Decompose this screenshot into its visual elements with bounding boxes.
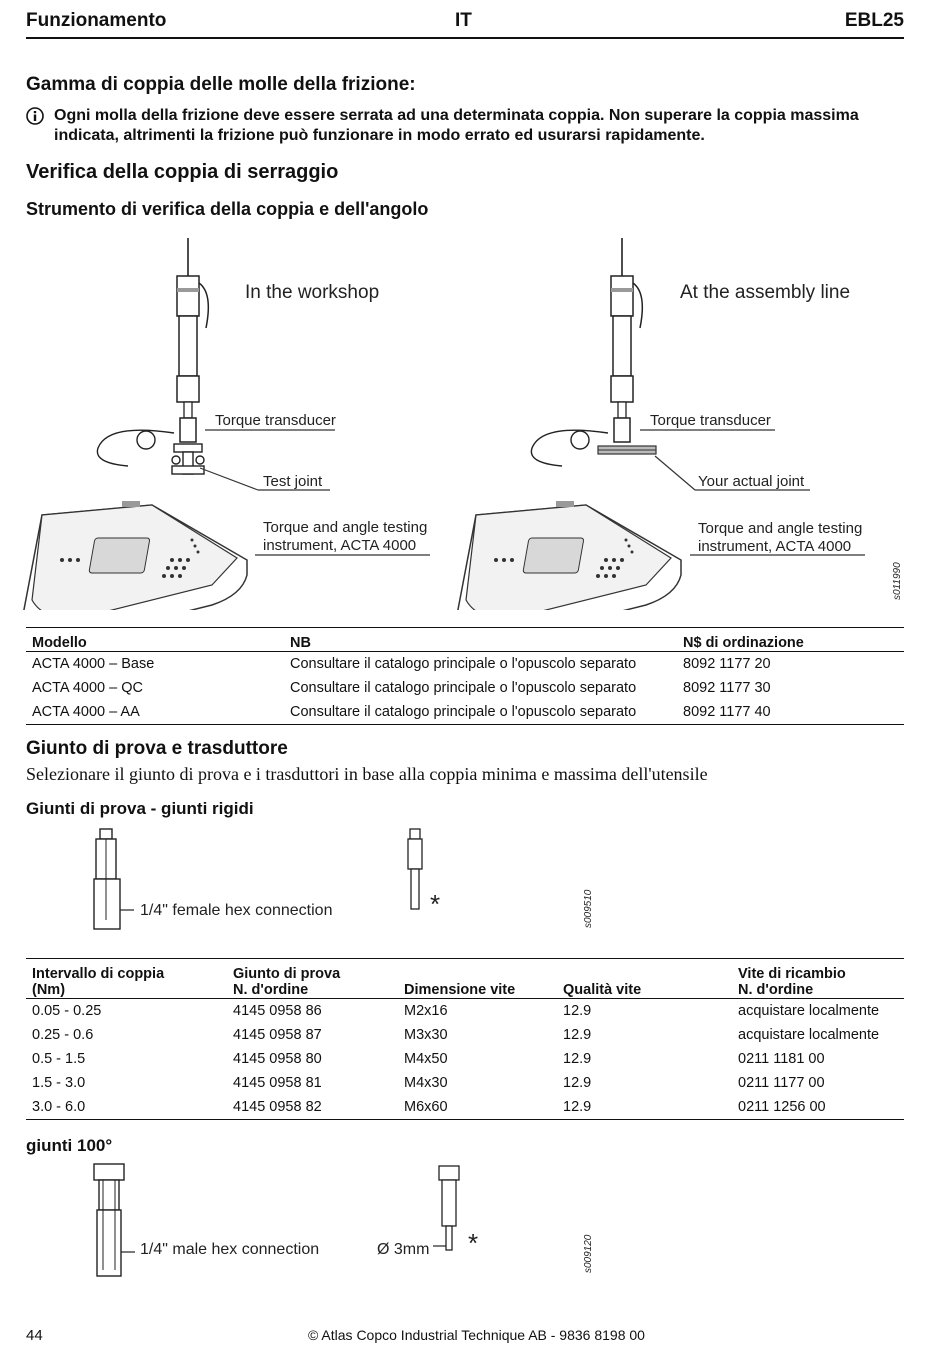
test-joint-text: Selezionare il giunto di prova e i trasduttori in base alla coppia minima e massima dell'utensile bbox=[26, 764, 708, 784]
joints-100-figure bbox=[0, 1160, 950, 1285]
clutch-spring-heading: Gamma di coppia delle molle della frizione: bbox=[26, 74, 416, 95]
header-rule bbox=[26, 37, 904, 39]
table-row bbox=[26, 700, 904, 725]
col-header-torque-range: Intervallo di coppia (Nm) bbox=[32, 966, 165, 998]
cell-joint-order-no: 4145 0958 81 bbox=[233, 1075, 322, 1091]
page-number: 44 bbox=[26, 1327, 43, 1344]
cell-order-no: 8092 1177 30 bbox=[683, 680, 771, 696]
table-row bbox=[26, 1095, 904, 1120]
joints-100-subheading: giunti 100° bbox=[26, 1136, 113, 1155]
cell-nb: Consultare il catalogo principale o l'opuscolo separato bbox=[290, 656, 637, 672]
cell-joint-order-no: 4145 0958 86 bbox=[233, 1003, 322, 1019]
cell-torque-range: 0.25 - 0.6 bbox=[32, 1027, 94, 1043]
cell-screw-quality: 12.9 bbox=[563, 1003, 592, 1019]
cell-screw-size: M2x16 bbox=[404, 1003, 448, 1019]
col-header-screw-size: Dimensione vite bbox=[404, 982, 516, 998]
col-header-nb: NB bbox=[290, 635, 311, 651]
table-row bbox=[26, 999, 904, 1024]
cell-screw-quality: 12.9 bbox=[563, 1027, 592, 1043]
assembly-line-title: At the assembly line bbox=[680, 282, 851, 303]
female-hex-label: 1/4" female hex connection bbox=[140, 902, 333, 919]
cell-torque-range: 3.0 - 6.0 bbox=[32, 1099, 86, 1115]
cell-screw-size: M3x30 bbox=[404, 1027, 448, 1043]
cell-torque-range: 1.5 - 3.0 bbox=[32, 1075, 86, 1091]
table-row bbox=[26, 652, 904, 677]
header-language: IT bbox=[455, 10, 472, 31]
col-header-joint-order-no: Giunto di prova N. d'ordine bbox=[233, 966, 341, 998]
cell-screw-size: M4x30 bbox=[404, 1075, 448, 1091]
cell-screw-size: M4x50 bbox=[404, 1051, 448, 1067]
tool-subheading: Strumento di verifica della coppia e dell'angolo bbox=[26, 199, 429, 219]
cell-order-no: 8092 1177 20 bbox=[683, 656, 771, 672]
rigid-joints-subheading: Giunti di prova - giunti rigidi bbox=[26, 799, 254, 818]
cell-spare-screw: 0211 1256 00 bbox=[738, 1099, 826, 1115]
col-header-spare-screw: Vite di ricambio N. d'ordine bbox=[738, 966, 846, 998]
test-joint-heading: Giunto di prova e trasduttore bbox=[26, 738, 288, 759]
figure-code-1: s011990 bbox=[892, 562, 903, 600]
cell-joint-order-no: 4145 0958 80 bbox=[233, 1051, 322, 1067]
male-hex-label: 1/4" male hex connection bbox=[140, 1241, 320, 1258]
test-joints-table bbox=[26, 958, 904, 1120]
cell-nb: Consultare il catalogo principale o l'opuscolo separato bbox=[290, 680, 637, 696]
info-icon bbox=[26, 107, 44, 125]
cell-torque-range: 0.5 - 1.5 bbox=[32, 1051, 86, 1067]
cell-screw-quality: 12.9 bbox=[563, 1051, 592, 1067]
cell-joint-order-no: 4145 0958 82 bbox=[233, 1099, 322, 1115]
header-model: EBL25 bbox=[844, 10, 904, 31]
cell-order-no: 8092 1177 40 bbox=[683, 704, 771, 720]
cell-screw-quality: 12.9 bbox=[563, 1099, 592, 1115]
right-label-transducer: Torque transducer bbox=[650, 412, 771, 429]
cell-model: ACTA 4000 – QC bbox=[32, 680, 143, 696]
cell-screw-quality: 12.9 bbox=[563, 1075, 592, 1091]
right-label-actual-joint: Your actual joint bbox=[698, 473, 805, 490]
acta-models-table bbox=[26, 627, 904, 725]
cell-nb: Consultare il catalogo principale o l'opuscolo separato bbox=[290, 704, 637, 720]
col-header-order-no: N$ di ordinazione bbox=[683, 635, 804, 651]
right-label-instrument-2: instrument, ACTA 4000 bbox=[698, 538, 852, 555]
left-label-instrument-1: Torque and angle testing bbox=[263, 519, 428, 536]
header-section-title: Funzionamento bbox=[26, 10, 167, 31]
clutch-note: Ogni molla della frizione deve essere serrata ad una determinata coppia. Non superare la coppia massima indicata, altrimenti la frizione può funzionare in modo errato ed usurarsi rapidamente. bbox=[54, 107, 859, 144]
copyright: © Atlas Copco Industrial Technique AB - 9836 8198 00 bbox=[308, 1327, 645, 1343]
cell-torque-range: 0.05 - 0.25 bbox=[32, 1003, 102, 1019]
cell-model: ACTA 4000 – AA bbox=[32, 704, 140, 720]
torque-check-heading: Verifica della coppia di serraggio bbox=[26, 161, 339, 183]
table-row bbox=[26, 676, 904, 700]
diameter-label: Ø 3mm bbox=[377, 1241, 430, 1258]
cell-screw-size: M6x60 bbox=[404, 1099, 448, 1115]
testing-setup-figure bbox=[0, 230, 950, 610]
rigid-joint-figure bbox=[0, 825, 950, 940]
cell-spare-screw: acquistare localmente bbox=[738, 1003, 880, 1019]
table-row bbox=[26, 1023, 904, 1047]
cell-joint-order-no: 4145 0958 87 bbox=[233, 1027, 322, 1043]
left-label-test-joint: Test joint bbox=[263, 473, 323, 490]
cell-spare-screw: 0211 1177 00 bbox=[738, 1075, 825, 1091]
col-header-model: Modello bbox=[32, 635, 87, 651]
table-row bbox=[26, 1047, 904, 1071]
right-label-instrument-1: Torque and angle testing bbox=[698, 520, 863, 537]
asterisk-mark: * bbox=[430, 889, 441, 919]
cell-spare-screw: 0211 1181 00 bbox=[738, 1051, 825, 1067]
col-header-screw-quality: Qualità vite bbox=[563, 982, 642, 998]
asterisk-mark-2: * bbox=[468, 1228, 479, 1258]
cell-spare-screw: acquistare localmente bbox=[738, 1027, 880, 1043]
left-label-transducer: Torque transducer bbox=[215, 412, 336, 429]
figure-code-3: s009120 bbox=[583, 1234, 594, 1273]
left-label-instrument-2: instrument, ACTA 4000 bbox=[263, 537, 417, 554]
table-row bbox=[26, 1071, 904, 1095]
cell-model: ACTA 4000 – Base bbox=[32, 656, 155, 672]
figure-code-2: s009510 bbox=[583, 889, 594, 928]
workshop-title: In the workshop bbox=[245, 282, 380, 303]
